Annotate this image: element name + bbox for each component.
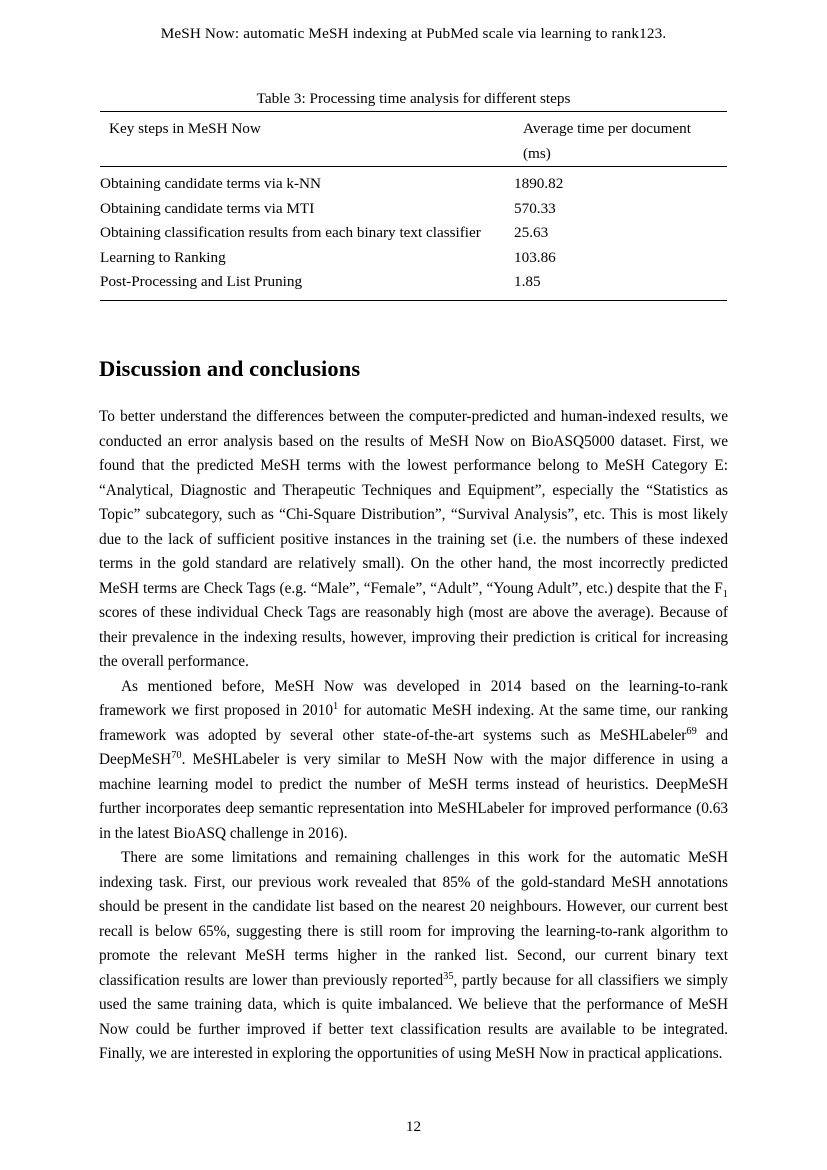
cell-step: Obtaining candidate terms via k-NN xyxy=(100,167,514,197)
table-row xyxy=(100,270,727,300)
table-row xyxy=(100,221,727,246)
table-row xyxy=(100,246,727,271)
table-3-block xyxy=(100,89,727,301)
paragraph-1 xyxy=(99,405,728,675)
table-header-row xyxy=(100,112,727,167)
body-text xyxy=(99,405,728,1067)
paragraph-2 xyxy=(99,675,728,847)
citation-superscript: 1 xyxy=(332,700,339,712)
table-body xyxy=(100,167,727,300)
paragraph-1-text-b: scores of these individual Check Tags are reasonably high (most are above the average). Because of their prevalence in the indexing results, however, improving their prediction is critical for increasing the overall performance. xyxy=(99,604,728,670)
paragraph-2-text-d: . MeSHLabeler is very similar to MeSH Now with the major difference in using a machine learning model to predict the number of MeSH terms instead of heuristics. DeepMeSH further incorporates deep semantic representation into MeSHLabeler for improved performance (0.63 in the latest BioASQ challenge in 2016). xyxy=(99,751,728,842)
cell-step: Learning to Ranking xyxy=(100,248,226,266)
cell-time: 25.63 xyxy=(514,224,549,241)
citation-superscript: 35 xyxy=(443,970,454,982)
column-header-average-time-line1: Average time per document xyxy=(523,120,691,137)
table-header xyxy=(100,112,727,167)
cell-step: Obtaining classification results from each binary text classifier xyxy=(100,224,481,241)
table-caption: Table 3: Processing time analysis for different steps xyxy=(256,90,571,107)
page-title: Discussion and conclusions xyxy=(99,356,361,382)
cell-time: 1.85 xyxy=(514,273,541,290)
citation-superscript: 69 xyxy=(686,725,697,737)
citation-superscript: 70 xyxy=(171,749,182,761)
table-row xyxy=(100,197,727,222)
running-head: MeSH Now: automatic MeSH indexing at PubMed scale via learning to rank123. xyxy=(160,25,667,42)
cell-time: 1890.82 xyxy=(514,167,727,197)
paragraph-2-text-b: for automatic MeSH indexing. At the same time, our ranking framework was adopted by several other state-of-the-art systems such as MeSHLabeler xyxy=(99,702,728,744)
table-row xyxy=(100,167,727,197)
page-number: 12 xyxy=(405,1118,422,1135)
column-header-key-steps: Key steps in MeSH Now xyxy=(100,112,514,167)
paragraph-3-text-b: , partly because for all classifiers we simply used the same training data, which is quite imbalanced. We believe that the performance of MeSH Now could be further improved if better text classification results are available to be integrated. Finally, we are interested in exploring the opportunities of using MeSH Now in practical applications. xyxy=(99,971,728,1062)
cell-step: Obtaining candidate terms via MTI xyxy=(100,199,315,217)
processing-time-table xyxy=(100,111,727,300)
column-header-average-time xyxy=(514,112,727,167)
table-bottom-rule xyxy=(100,300,727,301)
paragraph-1-text-a: To better understand the differences between the computer-predicted and human-indexed results, we conducted an error analysis based on the results of MeSH Now on BioASQ5000 dataset. First, we found that the predicted MeSH terms with the lowest performance belong to MeSH Category E: “Analytical, Diagnostic and Therapeutic Techniques and Equipment”, especially the “Statistics as Topic” subcategory, such as “Chi-Square Distribution”, “Survival Analysis”, etc. This is most likely due to the lack of sufficient positive instances in the training set (i.e. the numbers of these indexed terms in the gold standard are relatively small). On the other hand, the most incorrectly predicted MeSH terms are Check Tags (e.g. “Male”, “Female”, “Adult”, “Young Adult”, etc.) despite that the F xyxy=(99,408,728,597)
cell-time: 570.33 xyxy=(514,199,556,217)
paragraph-2-text-a: As mentioned before, MeSH Now was developed in 2014 based on the learning-to-rank framework we first proposed in 2010 xyxy=(99,677,728,719)
cell-time: 103.86 xyxy=(514,248,556,266)
paragraph-3 xyxy=(99,846,728,1067)
paragraph-2-text-c: and DeepMeSH xyxy=(99,726,728,768)
f1-subscript: 1 xyxy=(722,588,728,600)
cell-step: Post-Processing and List Pruning xyxy=(100,273,303,290)
paragraph-3-text-a: There are some limitations and remaining challenges in this work for the automatic MeSH indexing task. First, our previous work revealed that 85% of the gold-standard MeSH annotations should be present in the candidate list based on the nearest 20 neighbours. However, our current best recall is below 65%, suggesting there is still room for improving the learning-to-rank algorithm to promote the relevant MeSH terms higher in the ranked list. Second, our current binary text classification results are lower than previously reported xyxy=(99,849,728,989)
column-header-average-time-unit: (ms) xyxy=(523,144,551,162)
